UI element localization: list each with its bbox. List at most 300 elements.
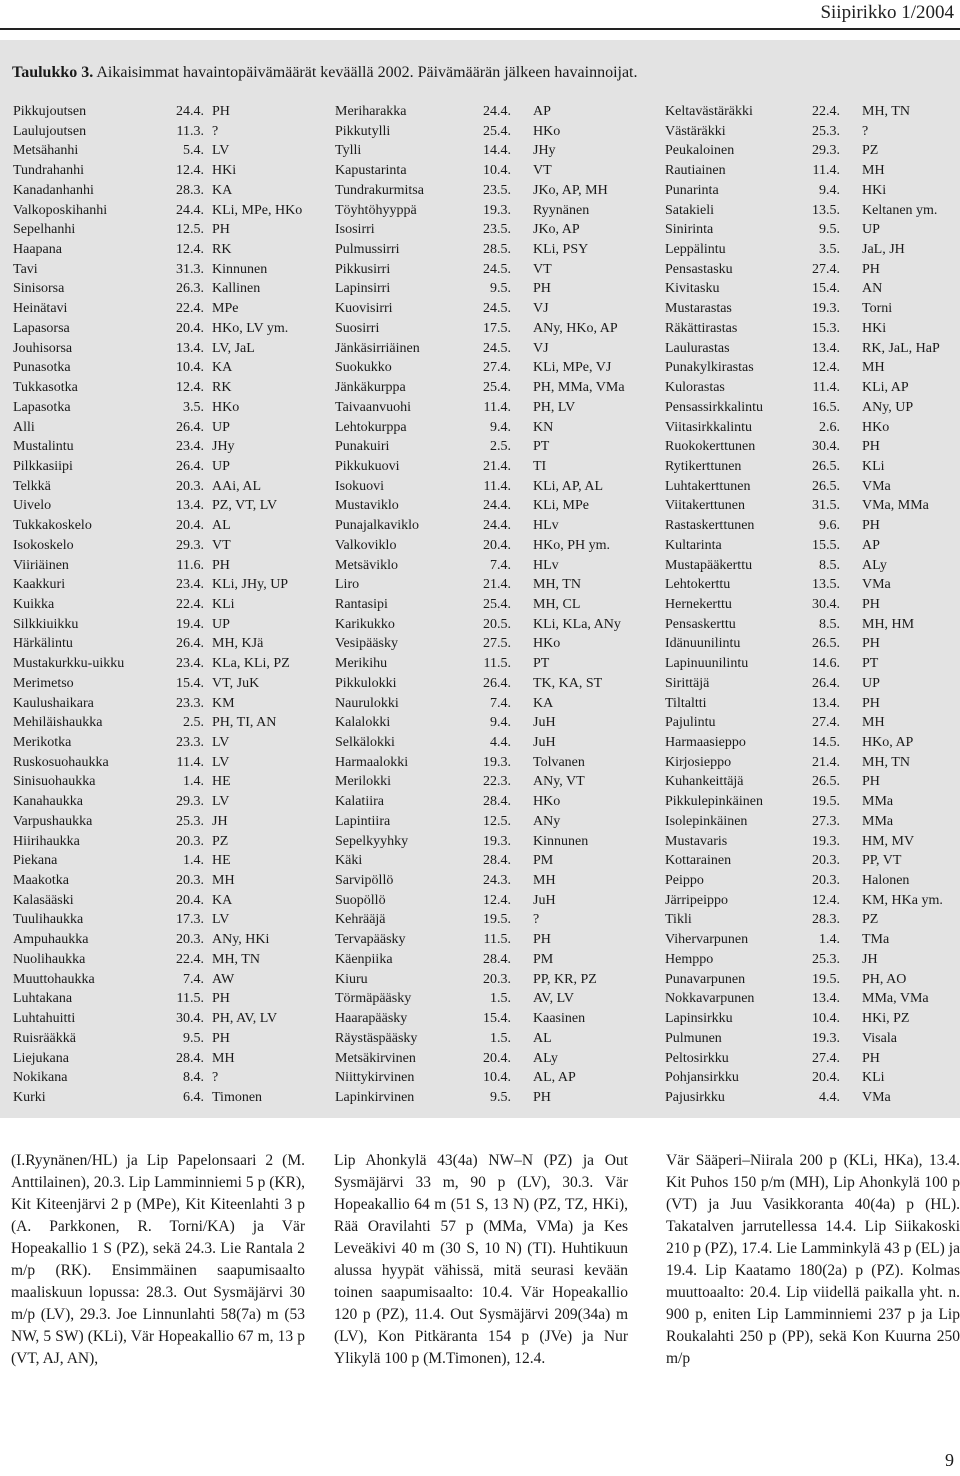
first-date: 11.6. — [176, 557, 204, 573]
first-date: 9.5. — [819, 222, 840, 238]
species-name: Kehrääjä — [335, 912, 386, 928]
species-name: Isosirri — [335, 222, 375, 238]
observers: MH, KJä — [212, 636, 264, 652]
first-date: 26.4. — [176, 636, 204, 652]
observers: ALy — [533, 1050, 558, 1066]
observers: VMa — [862, 478, 891, 494]
first-date: 24.4. — [483, 498, 511, 514]
species-name: Merikotka — [13, 735, 72, 750]
species-name: Tylli — [335, 143, 362, 159]
first-date: 27.4. — [483, 360, 511, 376]
first-date: 23.5. — [483, 222, 511, 238]
first-date: 27.3. — [812, 813, 840, 829]
observers: Visala — [862, 1030, 897, 1046]
observers: KLi, MPe, VJ — [533, 360, 612, 376]
species-name: Punajalkaviklo — [335, 518, 419, 534]
first-date: 19.5. — [812, 971, 840, 987]
species-name: Pohjansirkku — [665, 1070, 739, 1086]
observers: ? — [212, 123, 219, 139]
first-date: 13.4. — [812, 340, 840, 356]
observers: PH — [862, 774, 880, 790]
observers: MH, CL — [533, 596, 581, 612]
first-date: 30.4. — [176, 1011, 204, 1027]
species-name: Punarinta — [665, 182, 719, 198]
species-name: Mustalintu — [13, 439, 74, 455]
first-date: 14.5. — [812, 735, 840, 750]
species-name: Haapana — [13, 242, 62, 258]
species-name: Pulmussirri — [335, 242, 400, 258]
first-date: 11.5. — [176, 991, 204, 1007]
species-name: Kalatiira — [335, 794, 384, 810]
species-name: Lapasorsa — [13, 320, 70, 336]
first-date: 27.5. — [483, 636, 511, 652]
first-date: 17.5. — [483, 320, 511, 336]
observers: TK, KA, ST — [533, 675, 603, 691]
first-date: 8.5. — [819, 616, 840, 632]
first-date: 5.4. — [183, 143, 204, 159]
first-date: 25.4. — [483, 380, 511, 396]
species-name: Merikihu — [335, 656, 388, 672]
first-date: 21.4. — [483, 577, 511, 593]
species-name: Isolepinkäinen — [665, 813, 748, 829]
species-name: Kulorastas — [665, 380, 725, 396]
observers: LV — [212, 794, 230, 810]
observers: LV — [212, 735, 230, 750]
species-name: Nokikana — [13, 1070, 68, 1086]
species-name: Meriharakka — [335, 104, 407, 119]
first-date: 7.4. — [183, 971, 204, 987]
observers: ALy — [862, 557, 887, 573]
species-name: Silkkiuikku — [13, 616, 79, 632]
observers: ANy, UP — [862, 399, 914, 415]
observers: KLi, KLa, ANy — [533, 616, 621, 632]
first-date: 30.4. — [812, 439, 840, 455]
first-date: 15.4. — [176, 675, 204, 691]
observers: VMa — [862, 577, 891, 593]
species-name: Peukaloinen — [665, 143, 735, 159]
observers: LV — [212, 754, 230, 770]
running-title: Siipirikko 1/2004 — [820, 2, 954, 23]
observers: LV — [212, 912, 230, 928]
first-date: 26.4. — [176, 458, 204, 474]
species-name: Taivaanvuohi — [335, 399, 411, 415]
first-date: 25.3. — [176, 813, 204, 829]
first-date: 24.4. — [483, 518, 511, 534]
observers: MH — [862, 360, 885, 376]
species-name: Idänuunilintu — [665, 636, 741, 652]
first-date: 27.4. — [812, 1050, 840, 1066]
observers: PH — [212, 1030, 230, 1046]
first-date: 19.3. — [483, 833, 511, 849]
species-name: Valkoviklo — [335, 537, 397, 553]
observers: AV, LV — [533, 991, 574, 1007]
first-date: 11.3. — [176, 123, 204, 139]
species-name: Hiirihaukka — [13, 833, 80, 849]
observers: PH — [212, 104, 230, 119]
first-date: 31.5. — [812, 498, 840, 514]
first-date: 1.5. — [490, 1030, 511, 1046]
observers: KLi, AP, AL — [533, 478, 604, 494]
first-date: 20.4. — [176, 320, 204, 336]
first-date: 16.5. — [812, 399, 840, 415]
observers: KLi, JHy, UP — [212, 577, 289, 593]
first-date: 13.5. — [812, 202, 840, 218]
species-name: Kuhankeittäjä — [665, 774, 744, 790]
first-date: 28.3. — [812, 912, 840, 928]
observers: AL — [212, 518, 231, 534]
observers: MH — [862, 715, 885, 731]
species-name: Mustaviklo — [335, 498, 399, 514]
first-date: 19.4. — [176, 616, 204, 632]
first-date: 2.5. — [490, 439, 511, 455]
species-name: Kottarainen — [665, 853, 732, 869]
species-name: Pensaskerttu — [665, 616, 736, 632]
observers: HLv — [533, 518, 559, 534]
species-name: Pikkukuovi — [335, 458, 400, 474]
species-name: Ruokokerttunen — [665, 439, 756, 455]
table-caption — [12, 64, 638, 82]
observers: LV — [212, 143, 230, 159]
species-name: Viitasirkkalintu — [665, 419, 753, 435]
observers: RK — [212, 380, 232, 396]
first-date: 19.3. — [812, 833, 840, 849]
species-name: Lapasotka — [13, 399, 71, 415]
observers: VMa — [862, 1089, 891, 1105]
species-name: Harmaalokki — [335, 754, 409, 770]
species-name: Karikukko — [335, 616, 395, 632]
species-name: Isokuovi — [335, 478, 384, 494]
first-date: 24.5. — [483, 261, 511, 277]
species-name: Rantasipi — [335, 596, 388, 612]
observers: PH — [212, 557, 230, 573]
first-date: 20.4. — [483, 537, 511, 553]
first-date: 28.4. — [176, 1050, 204, 1066]
species-name: Kiuru — [335, 971, 368, 987]
species-name: Kuovisirri — [335, 301, 393, 317]
observers: KA — [212, 892, 233, 908]
species-name: Kanadanhanhi — [13, 182, 94, 198]
first-date: 25.4. — [483, 123, 511, 139]
observers: JuH — [533, 735, 556, 750]
species-name: Mustapääkerttu — [665, 557, 753, 573]
first-date: 20.3. — [176, 833, 204, 849]
observers: HM, MV — [862, 833, 915, 849]
first-date: 20.5. — [483, 616, 511, 632]
species-name: Liejukana — [13, 1050, 69, 1066]
first-date: 23.3. — [176, 695, 204, 711]
first-date: 25.3. — [812, 123, 840, 139]
first-date: 22.4. — [176, 301, 204, 317]
observers: PM — [533, 853, 554, 869]
observers: HE — [212, 853, 231, 869]
first-date: 23.4. — [176, 439, 204, 455]
observers: Kinnunen — [533, 833, 589, 849]
first-date: 10.4. — [483, 163, 511, 179]
first-date: 7.4. — [490, 695, 511, 711]
observers: KN — [533, 419, 554, 435]
species-name: Ampuhaukka — [13, 932, 89, 948]
table-caption-text: Aikaisimmat havaintopäivämäärät keväällä 2002. Päivämäärän jälkeen havainnoijat. — [96, 64, 638, 81]
first-date: 6.4. — [183, 1089, 204, 1105]
species-name: Leppälintu — [665, 242, 726, 258]
species-name: Pikkutylli — [335, 123, 391, 139]
first-date: 13.4. — [176, 340, 204, 356]
species-name: Lapinsirri — [335, 281, 391, 297]
observers: LV, JaL — [212, 340, 255, 356]
species-name: Maakotka — [13, 873, 69, 889]
species-name: Härkälintu — [13, 636, 73, 652]
observers: AL, AP — [533, 1070, 576, 1086]
first-date: 20.3. — [176, 478, 204, 494]
species-name: Muuttohaukka — [13, 971, 95, 987]
observers: MPe — [212, 301, 239, 317]
observers: PH, AV, LV — [212, 1011, 278, 1027]
observers: HKi — [862, 182, 887, 198]
species-name: Kaulushaikara — [13, 695, 94, 711]
species-name: Tukkakoskelo — [13, 518, 92, 534]
observers: AAi, AL — [212, 478, 261, 494]
species-name: Lapinuunilintu — [665, 656, 749, 672]
observers: PH, LV — [533, 399, 576, 415]
observers: Torni — [862, 301, 893, 317]
observers: KA — [533, 695, 554, 711]
first-date: 29.3. — [176, 794, 204, 810]
first-date: 2.6. — [819, 419, 840, 435]
species-name: Lapinkirvinen — [335, 1089, 415, 1105]
first-date: 22.4. — [176, 951, 204, 967]
species-name: Merimetso — [13, 675, 74, 691]
first-date: 13.5. — [812, 577, 840, 593]
first-date: 28.4. — [483, 794, 511, 810]
species-name: Tavi — [13, 261, 38, 277]
species-name: Luhtakerttunen — [665, 478, 751, 494]
observers: PH — [533, 932, 551, 948]
observers: KA — [212, 360, 233, 376]
observers: PH — [862, 636, 880, 652]
species-name: Pikkujoutsen — [13, 104, 87, 119]
first-date: 11.5. — [483, 932, 511, 948]
first-date: 1.4. — [819, 932, 840, 948]
observers: JuH — [533, 715, 556, 731]
species-name: Kaakkuri — [13, 577, 66, 593]
first-date: 28.3. — [176, 182, 204, 198]
first-date: 21.4. — [812, 754, 840, 770]
first-date: 20.3. — [176, 873, 204, 889]
observers: PH — [212, 222, 230, 238]
first-date: 8.4. — [183, 1070, 204, 1086]
species-name: Punakylkirastas — [665, 360, 754, 376]
observers: MMa — [862, 794, 894, 810]
species-name: Räkättirastas — [665, 320, 738, 336]
observers: PP, KR, PZ — [533, 971, 597, 987]
observers: UP — [212, 419, 230, 435]
species-name: Luhtakana — [13, 991, 73, 1007]
species-name: Varpushaukka — [13, 813, 93, 829]
species-name: Mustakurkku-uikku — [13, 656, 125, 672]
observers: PZ — [862, 143, 879, 159]
species-name: Sepelhanhi — [13, 222, 76, 238]
first-date: 9.4. — [490, 715, 511, 731]
observers: MH, TN — [212, 951, 260, 967]
species-name: Keltavästäräkki — [665, 104, 753, 119]
species-name: Sepelkyyhky — [335, 833, 409, 849]
first-date: 3.5. — [183, 399, 204, 415]
observers: Kallinen — [212, 281, 261, 297]
first-date: 15.5. — [812, 537, 840, 553]
first-date: 19.5. — [483, 912, 511, 928]
first-date: 12.5. — [483, 813, 511, 829]
species-name: Selkälokki — [335, 735, 395, 750]
observers: AP — [862, 537, 880, 553]
first-date: 24.5. — [483, 301, 511, 317]
observers: JKo, AP, MH — [533, 182, 608, 198]
species-name: Kivitasku — [665, 281, 720, 297]
observers: PH — [862, 518, 880, 534]
first-date: 21.4. — [483, 458, 511, 474]
observers: RK — [212, 242, 232, 258]
observers: PH — [212, 991, 230, 1007]
first-date: 11.4. — [812, 163, 840, 179]
species-name: Lehtokerttu — [665, 577, 731, 593]
species-name: Pulmunen — [665, 1030, 722, 1046]
species-name: Rastaskerttunen — [665, 518, 755, 534]
species-name: Kapustarinta — [335, 163, 407, 179]
observers: PM — [533, 951, 554, 967]
first-date: 8.5. — [819, 557, 840, 573]
observers: TI — [533, 458, 547, 474]
first-date: 20.4. — [812, 1070, 840, 1086]
observers: UP — [212, 616, 230, 632]
species-name: Pensassirkkalintu — [665, 399, 763, 415]
observers: HKo, LV ym. — [212, 320, 289, 336]
first-date: 14.6. — [812, 656, 840, 672]
first-date: 28.4. — [483, 853, 511, 869]
first-date: 12.4. — [176, 380, 204, 396]
species-name: Tundrahanhi — [13, 163, 85, 179]
species-name: Heinätavi — [13, 301, 68, 317]
first-date: 1.5. — [490, 991, 511, 1007]
first-date: 13.4. — [812, 991, 840, 1007]
observers: PH — [533, 281, 551, 297]
first-date: 25.3. — [812, 951, 840, 967]
observers: KLa, KLi, PZ — [212, 656, 290, 672]
first-date: 19.3. — [812, 1030, 840, 1046]
first-date: 26.3. — [176, 281, 204, 297]
species-name: Laulujoutsen — [13, 123, 87, 139]
species-name: Suosirri — [335, 320, 380, 336]
observers: PT — [533, 656, 550, 672]
first-date: 20.4. — [483, 1050, 511, 1066]
observers: HKi, PZ — [862, 1011, 910, 1027]
species-name: Tervapääsky — [335, 932, 406, 948]
observers: ANy, VT — [533, 774, 585, 790]
observers: VT — [533, 163, 552, 179]
first-date: 26.5. — [812, 478, 840, 494]
first-date: 4.4. — [490, 735, 511, 750]
first-date: 24.4. — [176, 104, 204, 119]
species-name: Rytikerttunen — [665, 458, 742, 474]
observers: PH, AO — [862, 971, 907, 987]
observers: KLi — [862, 1070, 885, 1086]
observers: PH, MMa, VMa — [533, 380, 625, 396]
first-date: 26.4. — [812, 675, 840, 691]
first-date: 24.5. — [483, 340, 511, 356]
first-date: 25.4. — [483, 596, 511, 612]
page-number: 9 — [945, 1450, 954, 1470]
observers: PH — [862, 596, 880, 612]
species-name: Peltosirkku — [665, 1050, 729, 1066]
first-date: 9.4. — [819, 182, 840, 198]
species-name: Piekana — [13, 853, 58, 869]
species-name: Satakieli — [665, 202, 714, 218]
species-name: Nokkavarpunen — [665, 991, 755, 1007]
first-date: 27.4. — [812, 261, 840, 277]
observers: PH — [862, 261, 880, 277]
species-name: Kultarinta — [665, 537, 722, 553]
observers: VMa, MMa — [862, 498, 929, 514]
first-date: 30.4. — [812, 596, 840, 612]
species-name: Viiriäinen — [13, 557, 69, 573]
observers: VT — [212, 537, 231, 553]
observers: HKi — [212, 163, 237, 179]
first-date: 28.4. — [483, 951, 511, 967]
species-name: Tuulihaukka — [13, 912, 84, 928]
first-date: 15.4. — [812, 281, 840, 297]
first-date: 12.4. — [483, 892, 511, 908]
species-name: Pensastasku — [665, 261, 733, 277]
species-name: Jänkäkurppa — [335, 380, 406, 396]
first-date: 24.4. — [483, 104, 511, 119]
species-name: Mehiläishaukka — [13, 715, 103, 731]
first-date: 24.3. — [483, 873, 511, 889]
species-name: Sinisuohaukka — [13, 774, 96, 790]
species-name: Metsähanhi — [13, 143, 79, 159]
observers: HKo — [533, 794, 561, 810]
species-name: Metsäkirvinen — [335, 1050, 416, 1066]
species-name: Punasotka — [13, 360, 71, 376]
species-name: Niittykirvinen — [335, 1070, 415, 1086]
first-date: 11.4. — [483, 399, 511, 415]
species-name: Tikli — [665, 912, 692, 928]
observers: MMa — [862, 813, 894, 829]
observers: MH, HM — [862, 616, 915, 632]
species-name: Lehtokurppa — [335, 419, 407, 435]
table-label: Taulukko 3. — [12, 64, 94, 81]
observers: MH, TN — [862, 754, 910, 770]
species-name: Peippo — [665, 873, 704, 889]
observers: KLi, MPe, HKo — [212, 202, 303, 218]
observers: HE — [212, 774, 231, 790]
observers: VJ — [533, 301, 549, 317]
observers: Keltanen ym. — [862, 202, 938, 218]
first-date: 12.5. — [176, 222, 204, 238]
first-date: 26.4. — [483, 675, 511, 691]
observers: UP — [862, 675, 880, 691]
species-name: Pikkusirri — [335, 261, 391, 277]
first-date: 20.4. — [176, 518, 204, 534]
observers: UP — [212, 458, 230, 474]
first-date: 11.4. — [176, 754, 204, 770]
observers: HKo, PH ym. — [533, 537, 611, 553]
species-name: Lapintiira — [335, 813, 391, 829]
observers: ? — [533, 912, 540, 928]
first-date: 4.4. — [819, 1089, 840, 1105]
species-name: Valkoposkihanhi — [13, 202, 108, 218]
first-date: 11.5. — [483, 656, 511, 672]
observers: Kinnunen — [212, 261, 268, 277]
observers: PH — [862, 1050, 880, 1066]
species-name: Haarapääsky — [335, 1011, 408, 1027]
